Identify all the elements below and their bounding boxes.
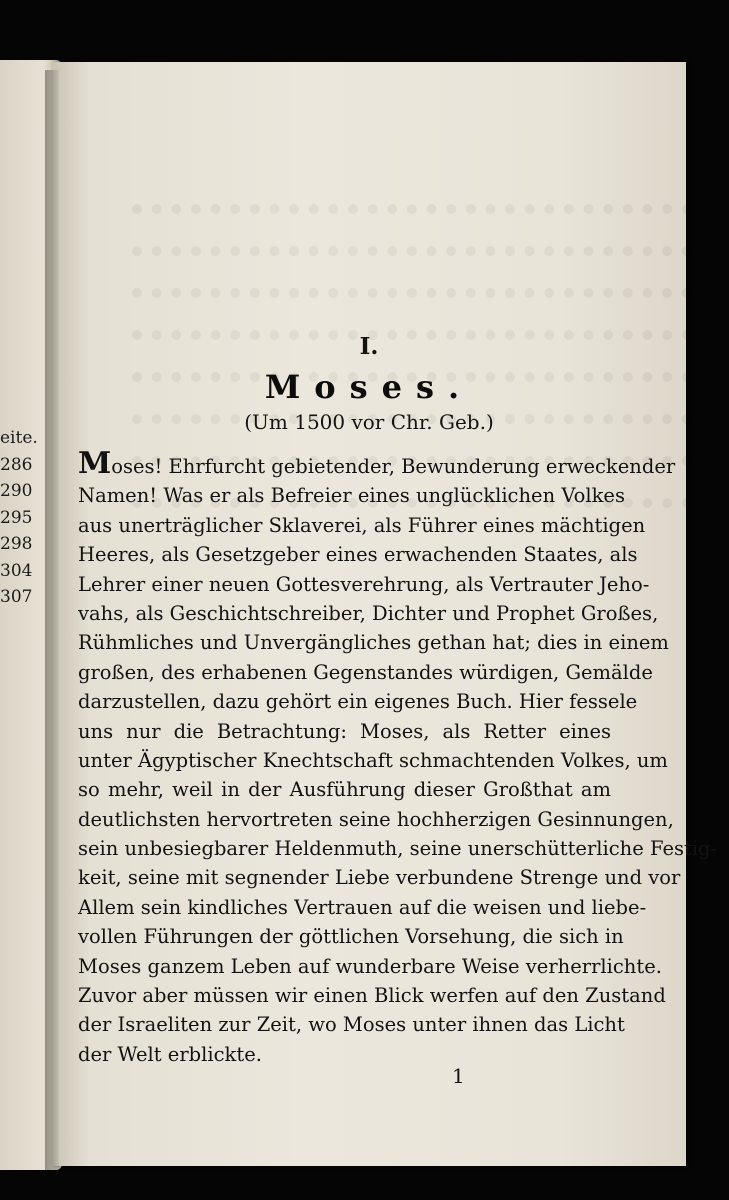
text-line: großen, des erhabenen Gegenstandes würdigen, Gemälde <box>78 660 653 684</box>
text-line: vollen Führungen der göttlichen Vorsehung, die sich in <box>78 925 624 949</box>
text-line: Heeres, als Gesetzgeber eines erwachenden Staates, als <box>78 543 638 567</box>
text-line: der Israeliten zur Zeit, wo Moses unter ihnen das Licht <box>78 1013 625 1037</box>
left-page-entry: 290 <box>0 481 33 501</box>
left-page-entry: 298 <box>0 534 33 554</box>
text-line: Zuvor aber müssen wir einen Blick werfen auf den Zustand <box>78 984 666 1008</box>
chapter-subtitle: (Um 1500 vor Chr. Geb.) <box>244 410 494 434</box>
text-line: sein unbesiegbarer Heldenmuth, seine unerschütterliche Festig- <box>78 837 718 861</box>
body-paragraph <box>78 446 718 1069</box>
chapter-title: Moses. <box>264 368 474 406</box>
text-line: keit, seine mit segnender Liebe verbundene Strenge und vor <box>78 866 681 890</box>
left-page-entry: eite. <box>0 428 38 448</box>
text-line: Lehrer einer neuen Gottesverehrung, als Vertrauter Jeho- <box>78 572 650 596</box>
drop-cap: M <box>78 446 112 481</box>
text-line: Namen! Was er als Befreier eines unglücklichen Volkes <box>78 484 625 508</box>
text-line: uns nur die Betrachtung: Moses, als Retter eines <box>78 719 611 743</box>
text-line: aus unerträglicher Sklaverei, als Führer eines mächtigen <box>78 513 646 537</box>
book-gutter-shadow <box>45 70 59 1170</box>
text-line: vahs, als Geschichtschreiber, Dichter und Prophet Großes, <box>78 601 659 625</box>
text-line: Moses ganzem Leben auf wunderbare Weise verherrlichte. <box>78 954 662 978</box>
left-page-numbers <box>0 425 40 611</box>
left-page-entry: 307 <box>0 587 33 607</box>
left-page-entry: 295 <box>0 507 33 528</box>
text-line-content: oses! Ehrfurcht gebietender, Bewunderung erweckender <box>111 455 676 478</box>
text-line <box>78 446 676 481</box>
left-page-entry: 286 <box>0 454 33 475</box>
text-line: der Welt erblickte. <box>78 1042 262 1066</box>
text-line: deutlichsten hervortreten seine hochherzigen Gesinnungen, <box>78 807 674 831</box>
text-line: unter Ägyptischer Knechtschaft schmachtenden Volkes, um <box>78 748 668 772</box>
text-line: so mehr, weil in der Ausführung dieser Großthat am <box>78 778 611 802</box>
text-line: Rühmliches und Unvergängliches gethan hat; dies in einem <box>78 631 669 655</box>
text-line: darzustellen, dazu gehört ein eigenes Buch. Hier fessele <box>78 690 638 714</box>
text-line: Allem sein kindliches Vertrauen auf die weisen und liebe- <box>78 895 647 919</box>
page-number: 1 <box>452 1064 465 1088</box>
left-page-entry: 304 <box>0 560 33 581</box>
chapter-number: I. <box>359 333 379 360</box>
